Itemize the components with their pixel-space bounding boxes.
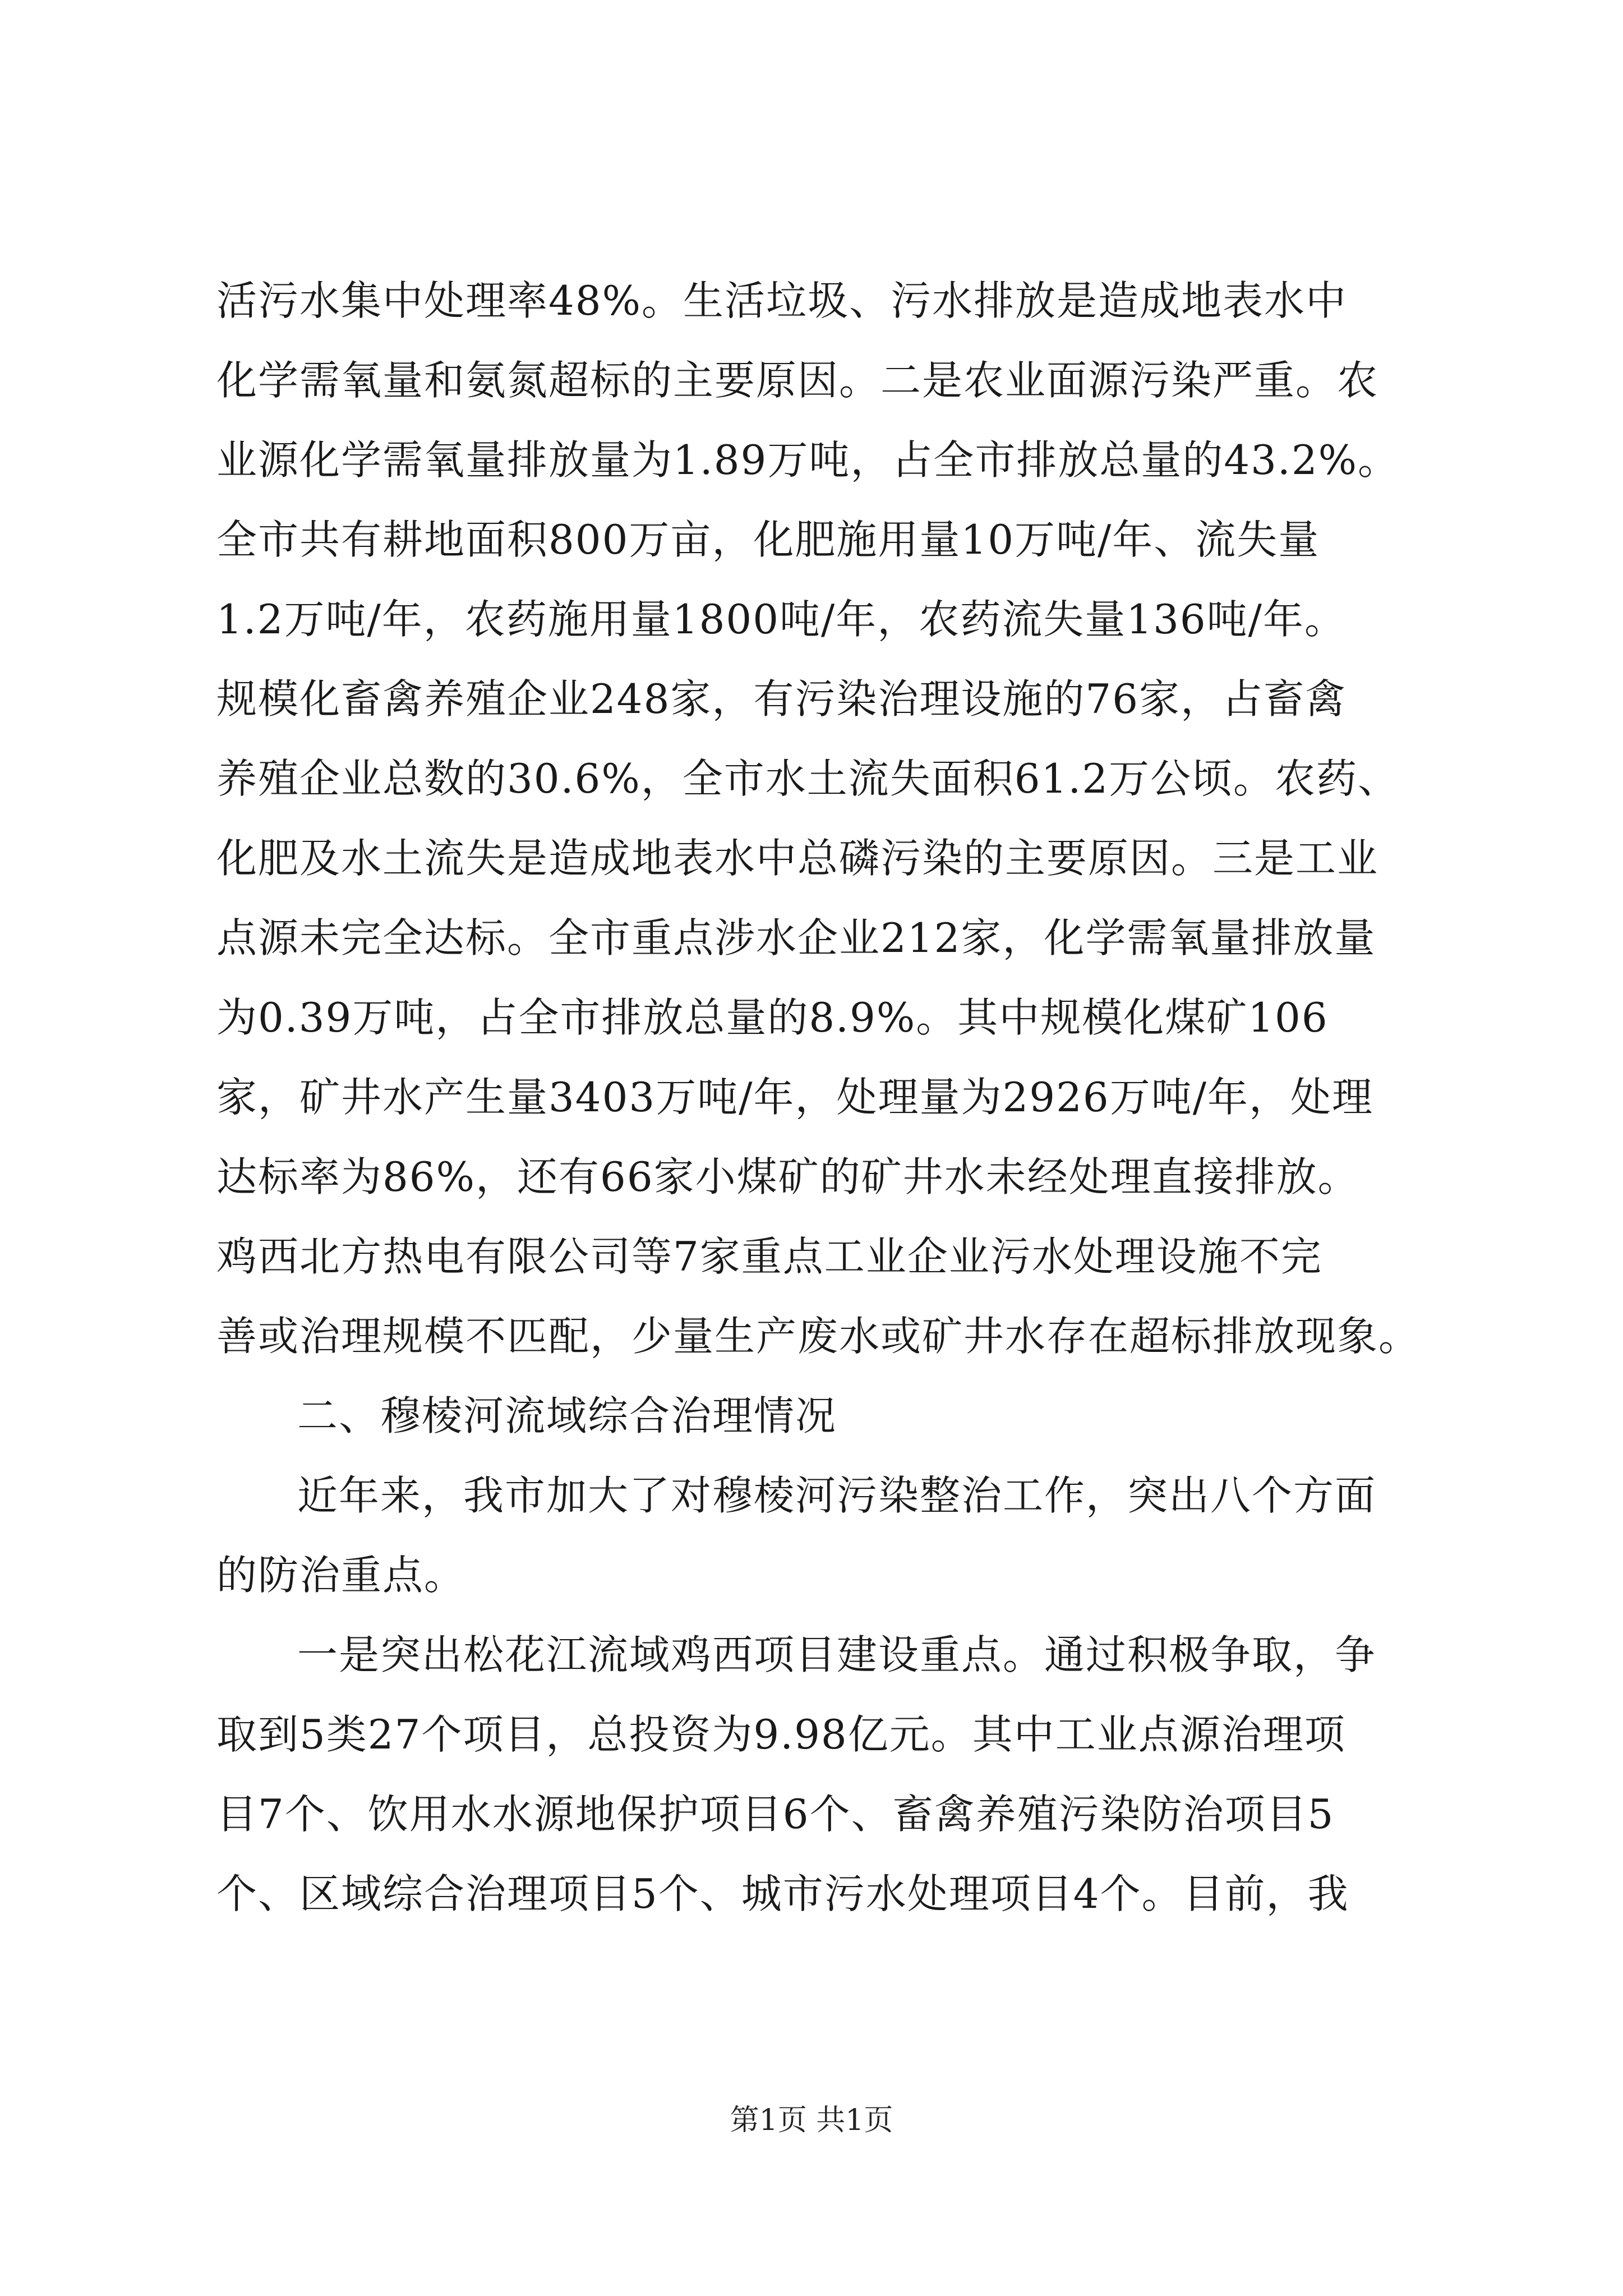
text-line: 活污水集中处理率48%。生活垃圾、污水排放是造成地表水中 xyxy=(216,277,1348,324)
text-line: 取到5类27个项目，总投资为9.98亿元。其中工业点源治理项 xyxy=(216,1711,1346,1758)
text-line: 个、区域综合治理项目5个、城市污水处理项目4个。目前，我 xyxy=(216,1870,1349,1917)
document-body xyxy=(216,261,1422,1934)
text-line: 目7个、饮用水水源地保护项目6个、畜禽养殖污染防治项目5 xyxy=(216,1791,1335,1838)
text-line: 点源未完全达标。全市重点涉水企业212家，化学需氧量排放量 xyxy=(216,914,1376,961)
text-line: 家，矿井水产生量3403万吨/年，处理量为2926万吨/年，处理 xyxy=(216,1074,1373,1121)
text-line: 近年来，我市加大了对穆棱河污染整治工作，突出八个方面 xyxy=(297,1472,1377,1519)
text-line: 善或治理规模不匹配，少量生产废水或矿井水存在超标排放现象。 xyxy=(216,1313,1421,1360)
text-line: 化肥及水土流失是造成地表水中总磷污染的主要原因。三是工业 xyxy=(216,835,1379,882)
page-footer: 第1页 共1页 xyxy=(730,2104,893,2137)
text-line: 鸡西北方热电有限公司等7家重点工业企业污水处理设施不完 xyxy=(216,1233,1322,1280)
text-line: 一是突出松花江流域鸡西项目建设重点。通过积极争取，争 xyxy=(297,1631,1377,1678)
text-line: 规模化畜禽养殖企业248家，有污染治理设施的76家，占畜禽 xyxy=(216,675,1347,723)
text-line: 达标率为86%，还有66家小煤矿的矿井水未经处理直接排放。 xyxy=(216,1153,1359,1200)
text-line: 业源化学需氧量排放量为1.89万吨，占全市排放总量的43.2%。 xyxy=(216,436,1400,484)
text-line: 养殖企业总数的30.6%，全市水土流失面积61.2万公顷。农药、 xyxy=(216,755,1400,802)
section-heading: 二、穆棱河流域综合治理情况 xyxy=(297,1392,837,1439)
text-line: 全市共有耕地面积800万亩，化肥施用量10万吨/年、流失量 xyxy=(216,516,1320,563)
text-line: 1.2万吨/年，农药施用量1800吨/年，农药流失量136吨/年。 xyxy=(216,596,1346,643)
text-line: 为0.39万吨，占全市排放总量的8.9%。其中规模化煤矿106 xyxy=(216,994,1329,1041)
text-line: 的防治重点。 xyxy=(216,1552,466,1599)
text-line: 化学需氧量和氨氮超标的主要原因。二是农业面源污染严重。农 xyxy=(216,357,1379,404)
